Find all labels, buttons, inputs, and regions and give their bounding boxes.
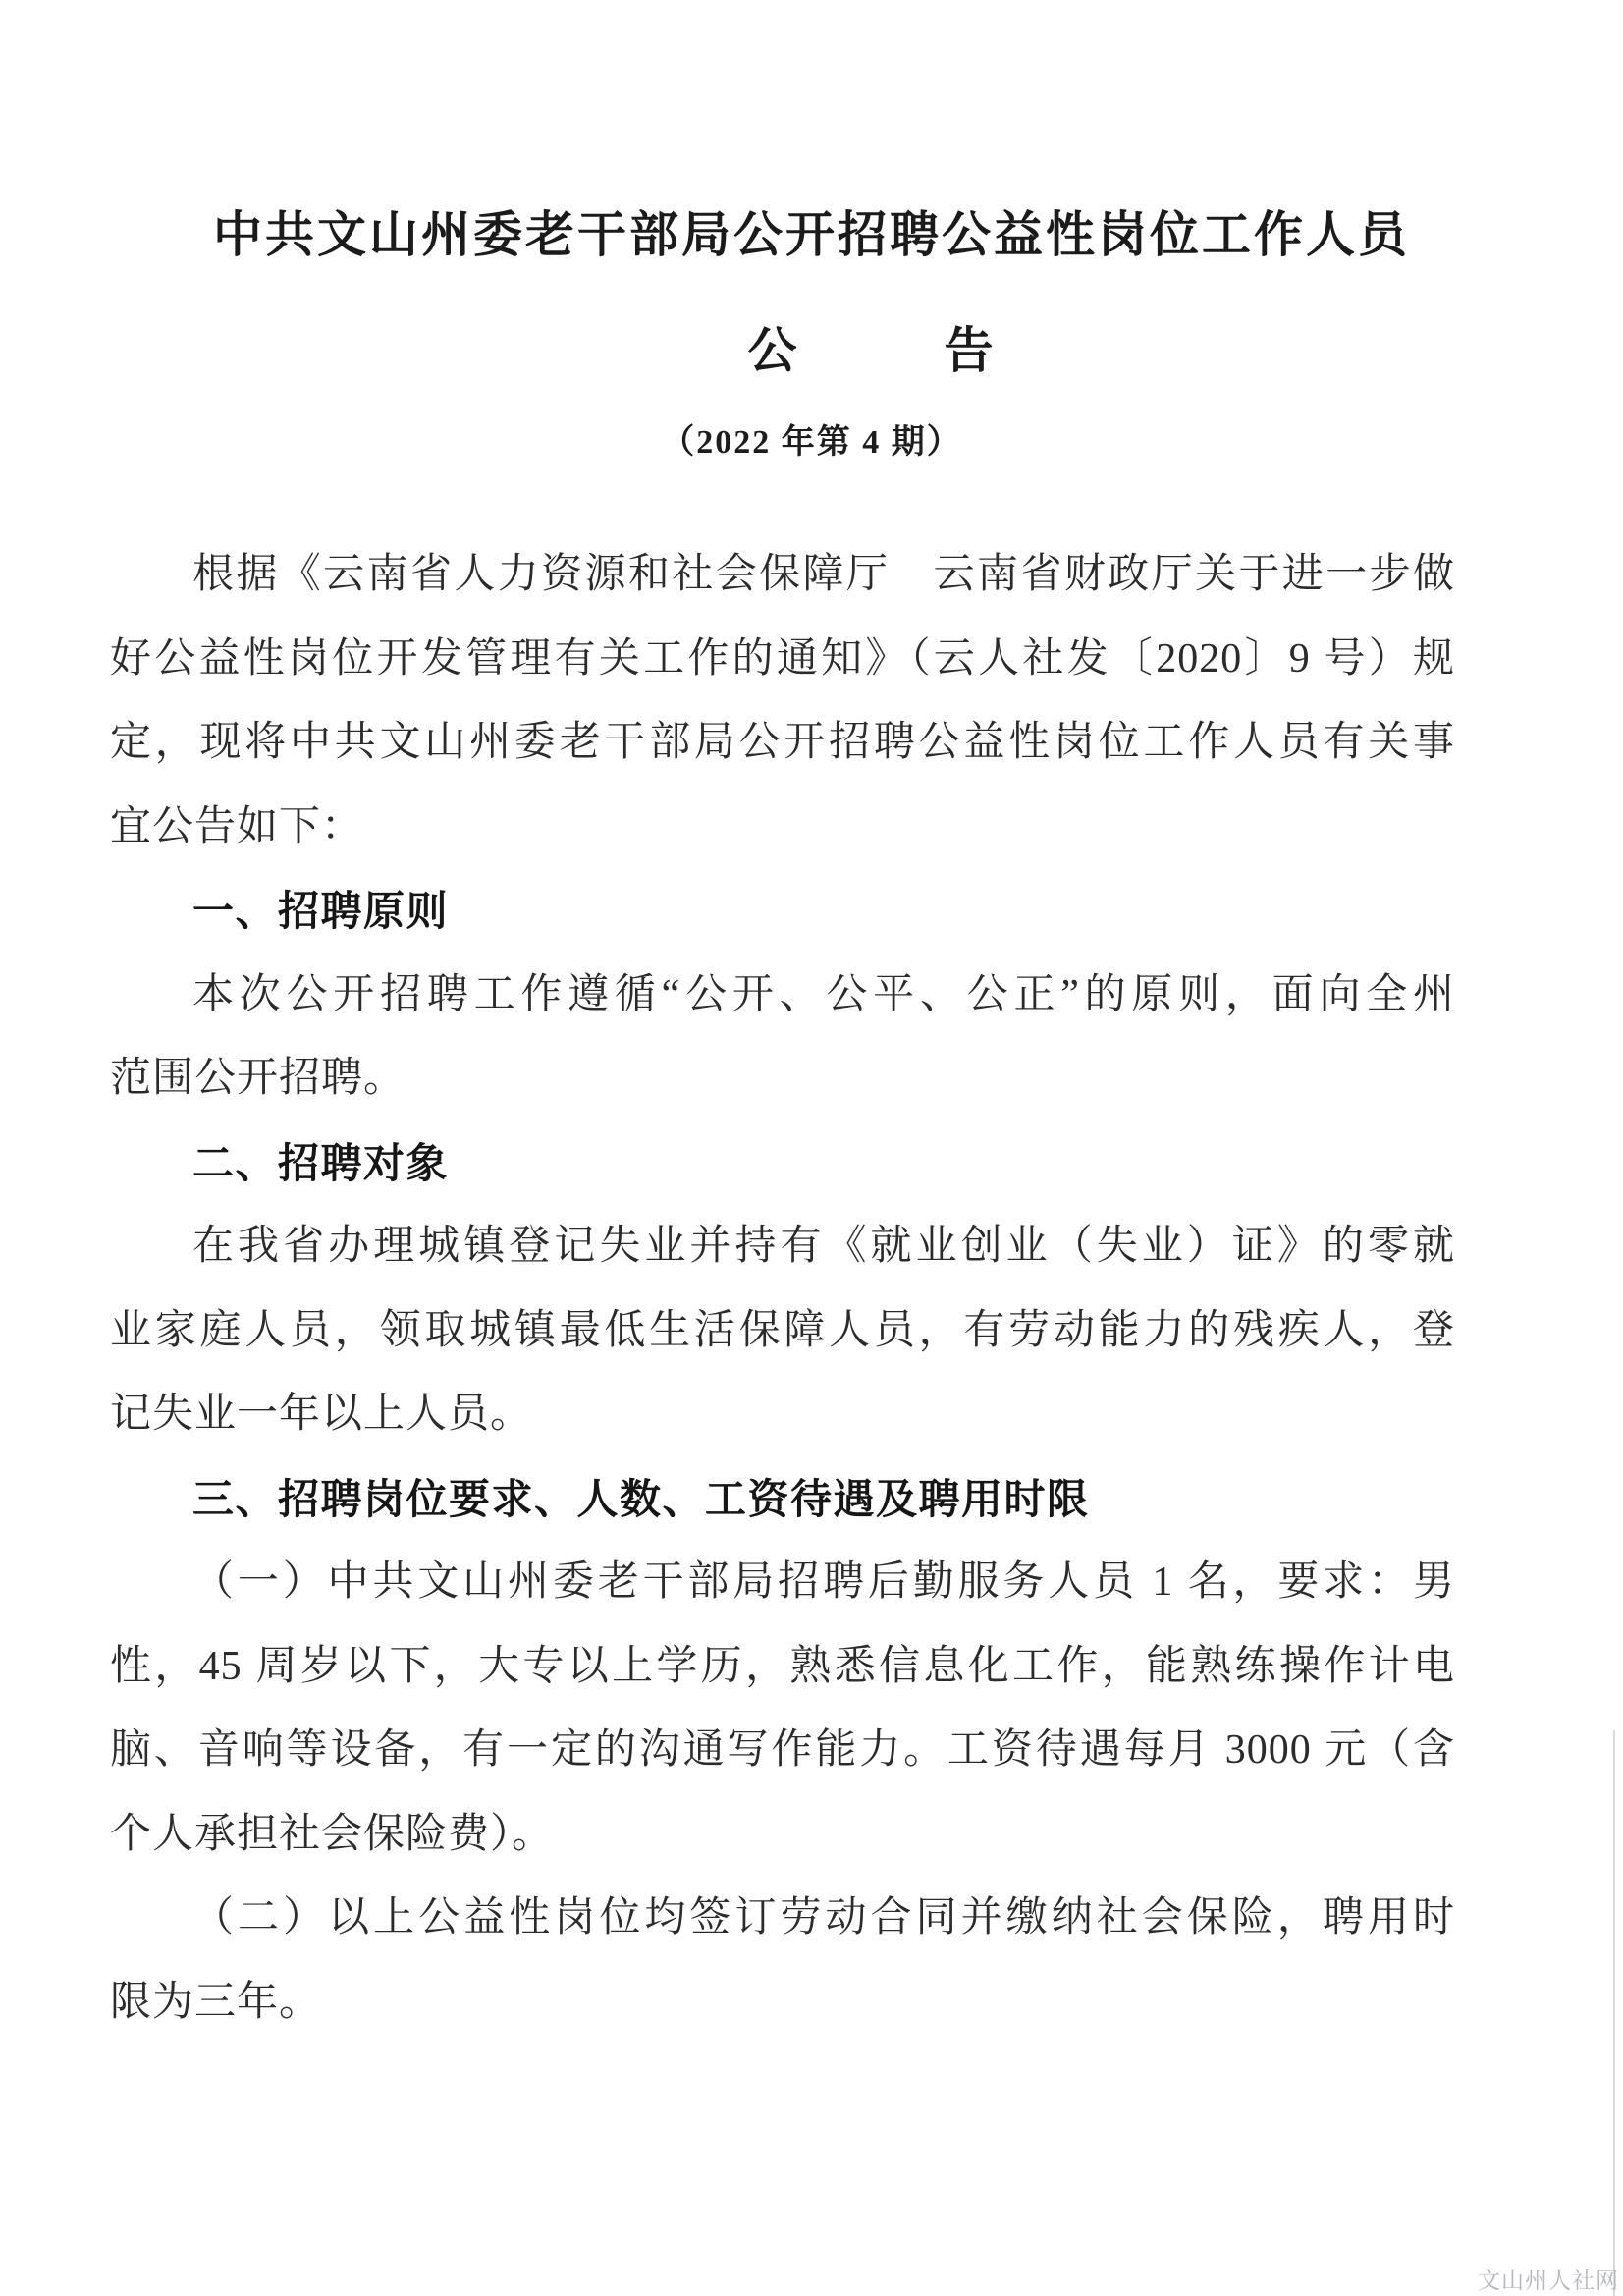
document-line: 根据《云南省人力资源和社会保障厅 云南省财政厅关于进一步做 (192, 552, 1455, 597)
document-line: （二）以上公益性岗位均签订劳动合同并缴纳社会保险，聘用时 (192, 1895, 1455, 1941)
announcement-heading (59, 320, 1623, 381)
scan-artifact-line (1613, 1730, 1615, 2296)
announcement-char-left: 公 (747, 323, 797, 378)
document-line: 二、招聘对象 (192, 1139, 450, 1186)
watermark: 文山州人社网 (1478, 2269, 1619, 2293)
document-line: 脑、音响等设备，有一定的沟通写作能力。工资待遇每月 3000 元（含 (110, 1727, 1455, 1773)
document-line: 限为三年。 (110, 1979, 322, 2025)
document-title: 中共文山州委老干部局公开招聘公益性岗位工作人员 (213, 207, 1410, 262)
document-line: 一、招聘原则 (192, 888, 450, 934)
announcement-char-right: 告 (944, 323, 994, 378)
document-line: 本次公开招聘工作遵循“公开、公平、公正”的原则，面向全州 (192, 971, 1455, 1017)
document-line: 记失业一年以上人员。 (110, 1392, 533, 1437)
issue-number: （2022 年第 4 期） (661, 424, 962, 461)
document-line: 个人承担社会保险费）。 (110, 1811, 555, 1857)
document-line: 宜公告如下： (110, 803, 364, 849)
document-line: 业家庭人员，领取城镇最低生活保障人员，有劳动能力的残疾人，登 (110, 1307, 1455, 1353)
document-line: 在我省办理城镇登记失业并持有《就业创业（失业）证》的零就 (192, 1224, 1455, 1269)
document-line: 三、招聘岗位要求、人数、工资待遇及聘用时限 (192, 1475, 1090, 1522)
document-line: 好公益性岗位开发管理有关工作的通知》（云人社发〔2020〕9 号）规 (110, 635, 1455, 682)
document-line: （一）中共文山州委老干部局招聘后勤服务人员 1 名，要求：男 (192, 1559, 1455, 1605)
document-body (110, 533, 1455, 2045)
document-line: 定，现将中共文山州委老干部局公开招聘公益性岗位工作人员有关事 (110, 720, 1455, 765)
document-line: 性，45 周岁以下，大专以上学历，熟悉信息化工作，能熟练操作计电 (110, 1643, 1455, 1689)
document-line: 范围公开招聘。 (110, 1056, 406, 1101)
